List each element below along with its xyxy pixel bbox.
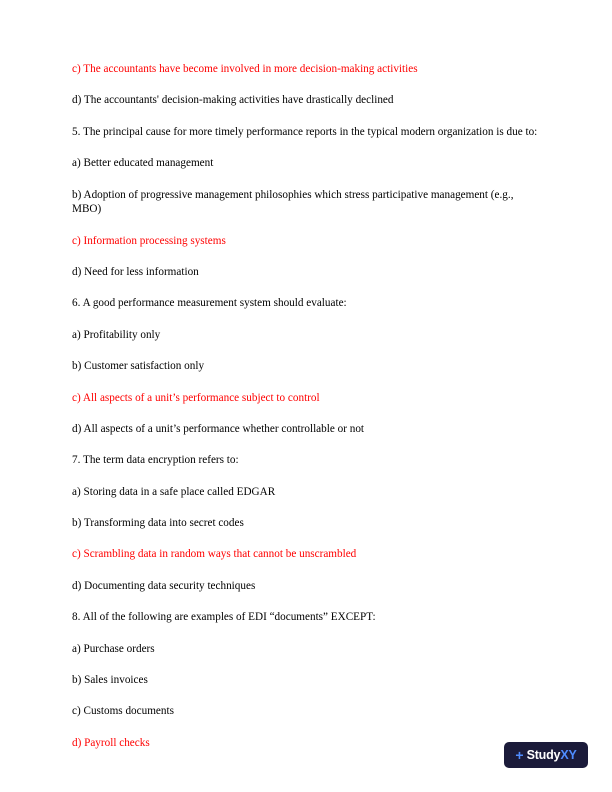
answer-choice: b) Sales invoices bbox=[72, 673, 148, 686]
answer-choice-correct: c) All aspects of a unit’s performance subject to control bbox=[72, 391, 320, 404]
answer-choice: d) The accountants' decision-making activities have drastically declined bbox=[72, 94, 394, 107]
answer-choice-correct: c) The accountants have become involved in more decision-making activities bbox=[72, 63, 418, 75]
document-body bbox=[72, 62, 540, 750]
plus-icon: + bbox=[515, 747, 524, 763]
watermark-label bbox=[527, 749, 577, 762]
watermark-name-accent: XY bbox=[560, 747, 577, 762]
answer-choice-correct: d) Payroll checks bbox=[72, 736, 150, 749]
answer-choice: a) Better educated management bbox=[72, 157, 214, 170]
answer-choice: d) Need for less information bbox=[72, 266, 199, 279]
question-text: 5. The principal cause for more timely performance reports in the typical modern organization is due to: bbox=[72, 125, 538, 138]
answer-choice: a) Profitability only bbox=[72, 328, 161, 341]
watermark-name-main: Study bbox=[526, 747, 561, 762]
studyxy-watermark bbox=[504, 742, 588, 768]
answer-choice: d) Documenting data security techniques bbox=[72, 579, 256, 592]
question-text: 8. All of the following are examples of EDI “documents” EXCEPT: bbox=[72, 611, 376, 624]
question-text: 6. A good performance measurement system should evaluate: bbox=[72, 297, 347, 310]
answer-choice: b) Transforming data into secret codes bbox=[72, 517, 244, 530]
answer-choice: d) All aspects of a unit’s performance whether controllable or not bbox=[72, 422, 365, 435]
answer-choice: c) Customs documents bbox=[72, 705, 174, 718]
answer-choice: b) Adoption of progressive management philosophies which stress participative management (e.g., MBO) bbox=[72, 188, 514, 216]
answer-choice: a) Storing data in a safe place called EDGAR bbox=[72, 485, 276, 498]
answer-choice-correct: c) Scrambling data in random ways that cannot be unscrambled bbox=[72, 548, 357, 561]
answer-choice-correct: c) Information processing systems bbox=[72, 234, 226, 247]
question-text: 7. The term data encryption refers to: bbox=[72, 454, 239, 467]
answer-choice: b) Customer satisfaction only bbox=[72, 360, 205, 373]
answer-choice: a) Purchase orders bbox=[72, 642, 155, 655]
